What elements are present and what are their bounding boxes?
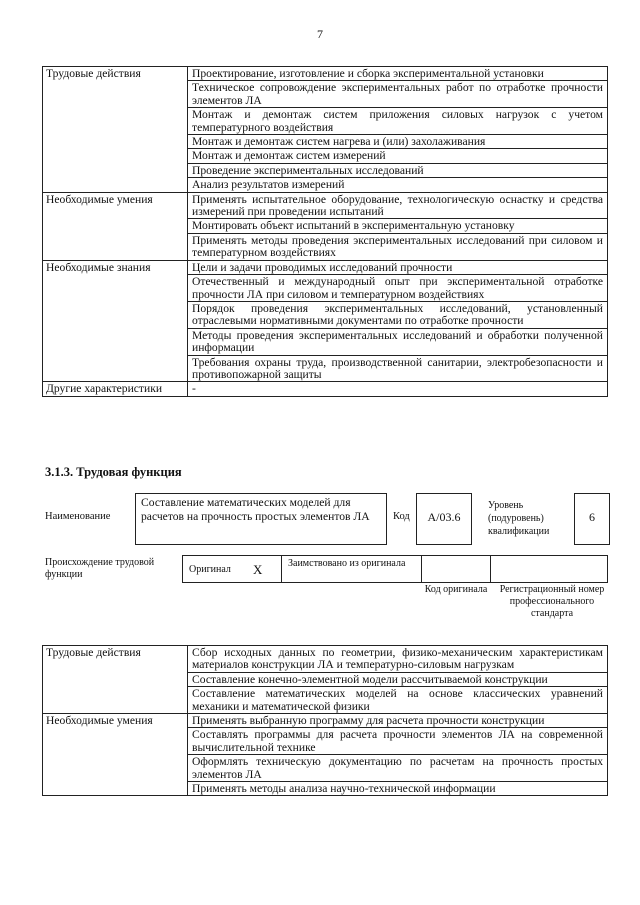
registration-number-cell [490,555,608,583]
row-item: Проведение экспериментальных исследований [188,163,608,177]
requirements-table-1 [42,66,608,397]
row-item: Отечественный и международный опыт при экспериментальной отработке прочности ЛА при силовом и температурном воздействиях [188,275,608,302]
table-row [43,192,608,219]
row-label: Необходимые умения [43,714,188,796]
section-title: 3.1.3. Трудовая функция [45,465,182,479]
name-label: Наименование [45,511,111,522]
row-item: - [188,382,608,396]
row-item: Цели и задачи проводимых исследований прочности [188,260,608,274]
row-item: Составление математических моделей на основе классических уравнений механики и математической физики [188,687,608,714]
table-row [43,714,608,728]
row-item: Порядок проведения экспериментальных исследований, установленный отраслевыми нормативными документами по отработке прочности [188,301,608,328]
table-row [43,260,608,274]
table-row [43,382,608,396]
requirements-table-2 [42,645,608,796]
level-label: Уровень (подуровень) квалификации [488,500,550,537]
row-label: Трудовые действия [43,67,188,193]
row-item: Применять испытательное оборудование, технологическую оснастку и средства измерений при проведении испытаний [188,192,608,219]
original-mark: X [253,562,263,577]
function-header [42,493,612,545]
row-item: Требования охраны труда, производственной санитарии, электробезопасности и противопожарной защиты [188,355,608,382]
row-item: Монтаж и демонтаж систем нагрева и (или) захолаживания [188,135,608,149]
row-item: Анализ результатов измерений [188,178,608,192]
qualification-level: 6 [574,493,610,545]
origin-block [42,553,612,643]
function-name: Составление математических моделей для расчетов на прочность простых элементов ЛА [135,493,387,545]
code-caption: Код оригинала [424,584,488,595]
borrowed-cell [281,555,422,583]
borrowed-label: Заимствовано из оригинала [288,558,406,569]
row-item: Применять методы анализа научно-технической информации [188,782,608,796]
row-item: Методы проведения экспериментальных исследований и обработки полученной информации [188,328,608,355]
registration-caption: Регистрационный номер профессионального стандарта [499,584,605,619]
row-item: Оформлять техническую документацию по расчетам на прочность простых элементов ЛА [188,755,608,782]
page-number: 7 [317,27,323,41]
row-item: Составление конечно-элементной модели рассчитываемой конструкции [188,672,608,686]
row-item: Монтаж и демонтаж систем приложения силовых нагрузок с учетом температурного воздействия [188,108,608,135]
table-row [43,646,608,673]
row-label: Необходимые умения [43,192,188,260]
original-label: Оригинал [189,564,231,575]
row-label: Трудовые действия [43,646,188,714]
row-item: Составлять программы для расчета прочности элементов ЛА на современной вычислительной технике [188,728,608,755]
row-item: Техническое сопровождение экспериментальных работ по отработке прочности элементов ЛА [188,81,608,108]
row-item: Сбор исходных данных по геометрии, физико-механическим характеристикам материалов конструкции ЛА и температурно-силовым нагрузкам [188,646,608,673]
row-item: Применять выбранную программу для расчета прочности конструкции [188,714,608,728]
row-label: Другие характеристики [43,382,188,396]
row-item: Монтаж и демонтаж систем измерений [188,149,608,163]
original-cell [182,555,282,583]
table-row [43,67,608,81]
function-code: А/03.6 [416,493,472,545]
origin-label: Происхождение трудовой функции [45,557,155,580]
row-item: Проектирование, изготовление и сборка экспериментальной установки [188,67,608,81]
code-label: Код [393,511,410,522]
row-item: Монтировать объект испытаний в экспериментальную установку [188,219,608,233]
row-label: Необходимые знания [43,260,188,382]
row-item: Применять методы проведения экспериментальных исследований при силовом и температурном воздействиях [188,233,608,260]
original-code-cell [421,555,491,583]
